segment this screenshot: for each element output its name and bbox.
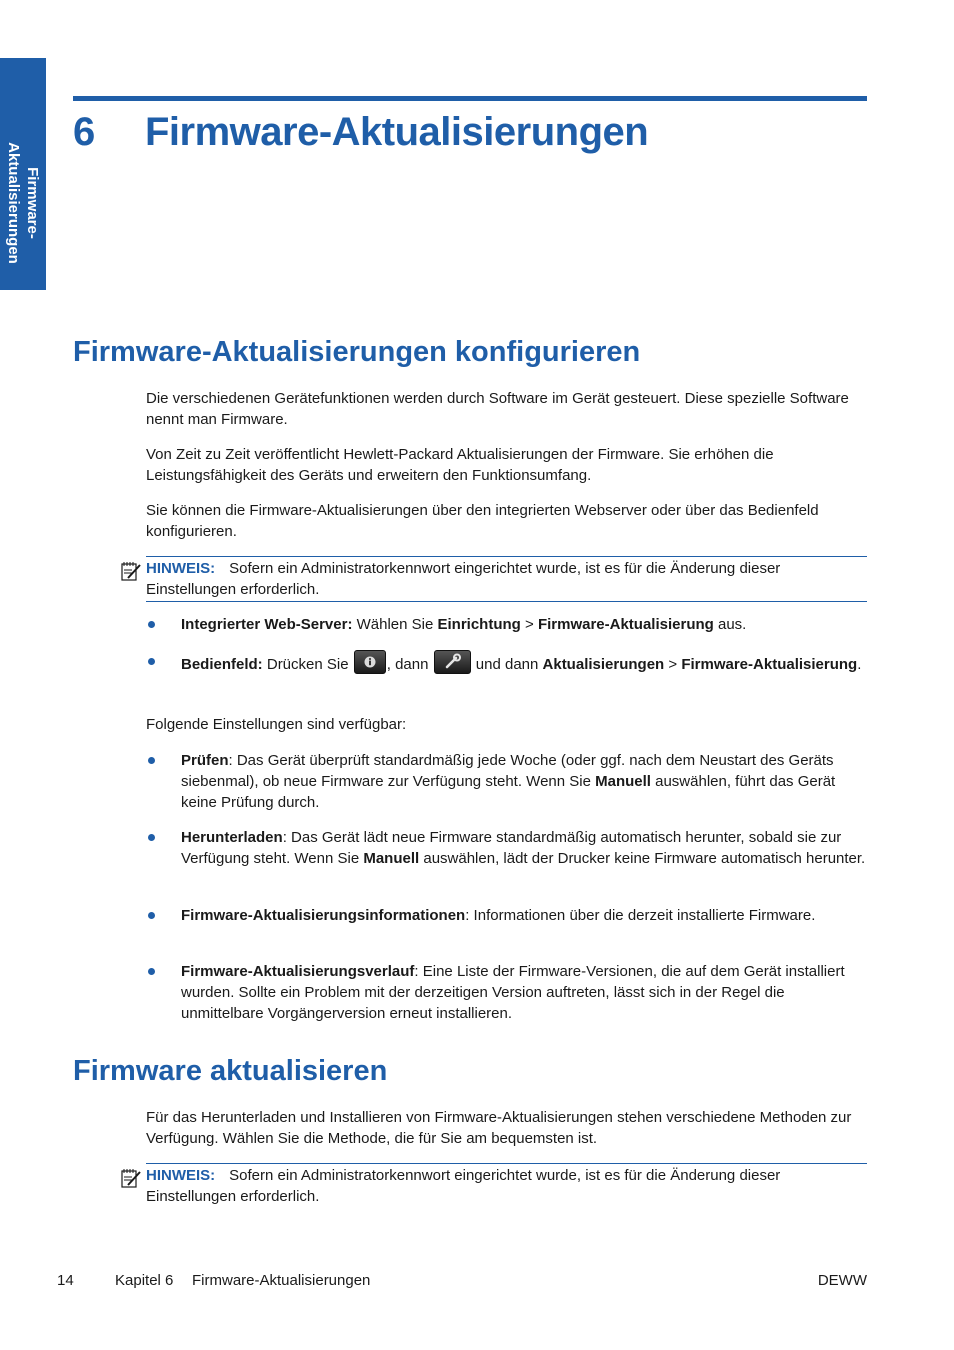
bullet-dot xyxy=(148,834,155,841)
menu-firmware-aktualisierung: Firmware-Aktualisierung xyxy=(537,616,714,633)
side-tab-line-2: Aktualisierungen xyxy=(5,142,22,264)
paragraph-hp-updates: Von Zeit zu Zeit veröffentlicht Hewlett-Packard Aktualisierungen der Firmware. Sie erhöhen die Leistungsfähigkeit des Geräts und erweitern den Funktionsumfang. xyxy=(146,446,774,484)
ews-label: Integrierter Web-Server: xyxy=(181,616,353,633)
paragraph-update-methods: Für das Herunterladen und Installieren von Firmware-Aktualisierungen stehen verschiedene Methoden zur Verfügung. Wählen Sie die Methode, die für Sie am bequemsten ist. xyxy=(146,1109,852,1147)
note-pencil-icon xyxy=(120,1167,142,1189)
note-text: Sofern ein Administratorkennwort eingerichtet wurde, ist es für die Änderung dieser Einstellungen erforderlich. xyxy=(146,560,781,598)
menu-firmware-aktualisierung-panel: Firmware-Aktualisierung xyxy=(681,656,858,673)
ews-text-end: aus. xyxy=(713,616,747,633)
setting-description: : Informationen über die derzeit installierte Firmware. xyxy=(465,907,816,924)
paragraph-configure-options: Sie können die Firmware-Aktualisierungen über den integrierten Webserver oder über das Bedienfeld konfigurieren. xyxy=(146,502,819,540)
bullet-dot xyxy=(148,757,155,764)
bullet-dot xyxy=(148,912,155,919)
footer-doc-code: DEWW xyxy=(817,1272,867,1289)
setting-name: Firmware-Aktualisierungsinformationen xyxy=(181,907,466,924)
wrench-icon xyxy=(434,650,471,674)
section-heading-update: Firmware aktualisieren xyxy=(73,1055,388,1087)
bullet-dot xyxy=(148,621,155,628)
ews-separator: > xyxy=(520,616,538,633)
panel-text-end: . xyxy=(857,656,862,673)
footer-page-number: 14 xyxy=(57,1272,74,1289)
panel-separator: > xyxy=(664,656,682,673)
side-tab-label xyxy=(4,93,42,313)
setting-option: Manuell xyxy=(363,850,420,867)
chapter-number: 6 xyxy=(73,110,95,154)
setting-name: Prüfen xyxy=(181,752,229,769)
setting-description-end: auswählen, lädt der Drucker keine Firmware automatisch herunter. xyxy=(419,850,866,867)
bullet-dot xyxy=(148,968,155,975)
menu-aktualisierungen: Aktualisierungen xyxy=(542,656,665,673)
menu-einrichtung: Einrichtung xyxy=(437,616,521,633)
chapter-rule xyxy=(73,96,867,101)
panel-text-1: Drücken Sie xyxy=(262,656,353,673)
note-pencil-icon xyxy=(120,560,142,582)
side-tab-line-1: Firmware- xyxy=(24,167,41,239)
list-item-setting xyxy=(146,961,868,1024)
note-label: HINWEIS: xyxy=(146,560,216,577)
ews-text-1: Wählen Sie xyxy=(352,616,438,633)
chapter-title-text: Firmware-Aktualisierungen xyxy=(145,110,649,154)
panel-text-3: und dann xyxy=(471,656,543,673)
bullet-dot xyxy=(148,658,155,665)
note-text: Sofern ein Administratorkennwort eingerichtet wurde, ist es für die Änderung dieser Einstellungen erforderlich. xyxy=(146,1167,781,1205)
setting-name: Firmware-Aktualisierungsverlauf xyxy=(181,963,415,980)
setting-description-end: auswählen, führt das Gerät keine Prüfung durch. xyxy=(181,773,836,811)
panel-label: Bedienfeld: xyxy=(181,656,263,673)
paragraph-firmware-intro: Die verschiedenen Gerätefunktionen werden durch Software im Gerät gesteuert. Diese spezielle Software nennt man Firmware. xyxy=(146,390,849,428)
section-heading-configure: Firmware-Aktualisierungen konfigurieren xyxy=(73,336,641,368)
setting-description: : Das Gerät lädt neue Firmware standardmäßig automatisch herunter, sobald sie zur Verfügung steht. Wenn Sie xyxy=(181,829,842,867)
panel-text-2: , dann xyxy=(386,656,433,673)
chapter-side-tab xyxy=(0,58,46,290)
list-item-setting xyxy=(146,905,868,926)
info-icon xyxy=(354,650,386,674)
settings-intro: Folgende Einstellungen sind verfügbar: xyxy=(146,716,407,733)
note-label: HINWEIS: xyxy=(146,1167,216,1184)
list-item-setting xyxy=(146,750,868,813)
footer-chapter-title: Firmware-Aktualisierungen xyxy=(192,1272,371,1289)
list-item-control-panel xyxy=(146,650,868,679)
footer-chapter-label: Kapitel 6 xyxy=(115,1272,174,1289)
list-item-ews xyxy=(146,614,868,635)
note-box xyxy=(146,556,867,602)
note-box xyxy=(146,1163,867,1208)
list-item-setting xyxy=(146,827,868,869)
setting-description: : Eine Liste der Firmware-Versionen, die auf dem Gerät installiert wurden. Sollte ein Problem mit der derzeitigen Version auftreten, lässt sich in der Regel die unmittelbare Vorgängerversion erneut installieren. xyxy=(181,963,845,1022)
setting-option: Manuell xyxy=(595,773,651,790)
setting-name: Herunterladen xyxy=(181,829,283,846)
chapter-title xyxy=(73,110,648,155)
setting-description: : Das Gerät überprüft standardmäßig jede Woche (oder ggf. nach dem Neustart des Geräts siebenmal), ob neue Firmware zur Verfügung steht. Wenn Sie xyxy=(181,752,834,790)
